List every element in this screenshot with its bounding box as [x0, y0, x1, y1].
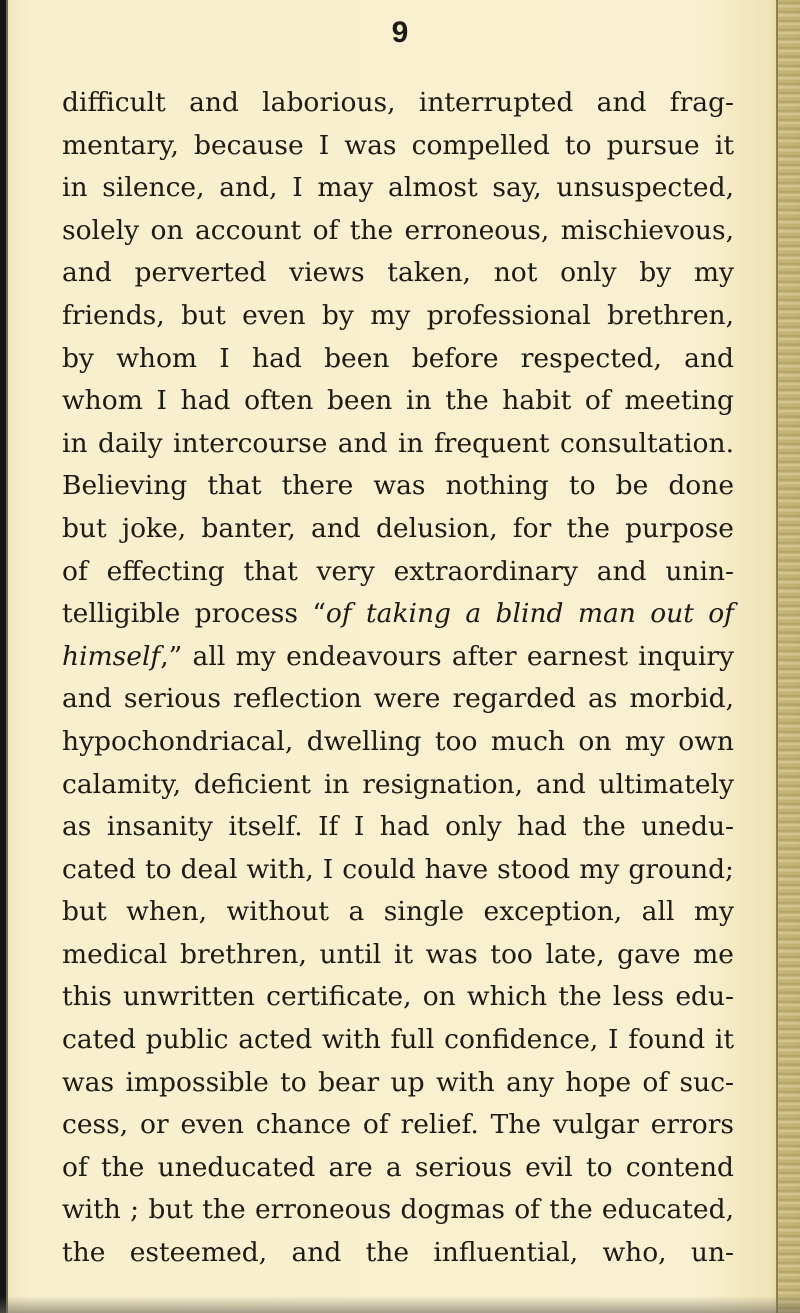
text-line: the esteemed, and the influential, who, un-: [62, 1237, 734, 1269]
text-line: was impossible to bear up with any hope of suc-: [62, 1066, 734, 1098]
text-line: in silence, and, I may almost say, unsuspected,: [62, 172, 734, 204]
text-line: of effecting that very extraordinary and unin-: [62, 555, 734, 587]
text-line: by whom I had been before respected, and: [62, 342, 734, 374]
text-line: calamity, deficient in resignation, and ultimately: [62, 768, 734, 800]
text-line: mentary, because I was compelled to pursue it: [62, 129, 734, 161]
text-line: of the uneducated are a serious evil to contend: [62, 1151, 734, 1183]
text-line: himself,” all my endeavours after earnest inquiry: [62, 640, 734, 672]
text-line: but when, without a single exception, all my: [62, 896, 734, 928]
text-line: cated to deal with, I could have stood my ground;: [62, 853, 734, 885]
text-line: in daily intercourse and in frequent consultation.: [62, 427, 734, 459]
text-line: and serious reflection were regarded as morbid,: [62, 683, 734, 715]
italic-phrase: of taking a blind man out of: [325, 598, 734, 630]
body-text: [62, 82, 734, 1275]
text-line: this unwritten certificate, on which the less edu-: [62, 981, 734, 1013]
italic-phrase: himself: [62, 640, 161, 672]
text-line: cess, or even chance of relief. The vulgar errors: [62, 1109, 734, 1141]
text-line: medical brethren, until it was too late, gave me: [62, 938, 734, 970]
text-line: telligible process “of taking a blind man out of: [62, 598, 734, 630]
text-line: solely on account of the erroneous, mischievous,: [62, 214, 734, 246]
text-line: hypochondriacal, dwelling too much on my own: [62, 725, 734, 757]
page-right-edge: [778, 0, 800, 1313]
text-line: but joke, banter, and delusion, for the purpose: [62, 512, 734, 544]
page-number: 9: [391, 16, 409, 49]
text-line: and perverted views taken, not only by my: [62, 257, 734, 289]
page-bottom-shadow: [0, 1296, 800, 1313]
text-line: cated public acted with full confidence, I found it: [62, 1024, 734, 1056]
text-line: friends, but even by my professional brethren,: [62, 299, 734, 331]
text-line: difficult and laborious, interrupted and frag-: [62, 87, 734, 118]
text-line: Believing that there was nothing to be done: [62, 470, 734, 502]
text-line: as insanity itself. If I had only had the unedu-: [62, 811, 734, 843]
text-line: whom I had often been in the habit of meeting: [62, 385, 734, 417]
page-binding-shadow: [6, 0, 8, 1313]
text-line: with ; but the erroneous dogmas of the educated,: [62, 1194, 734, 1226]
